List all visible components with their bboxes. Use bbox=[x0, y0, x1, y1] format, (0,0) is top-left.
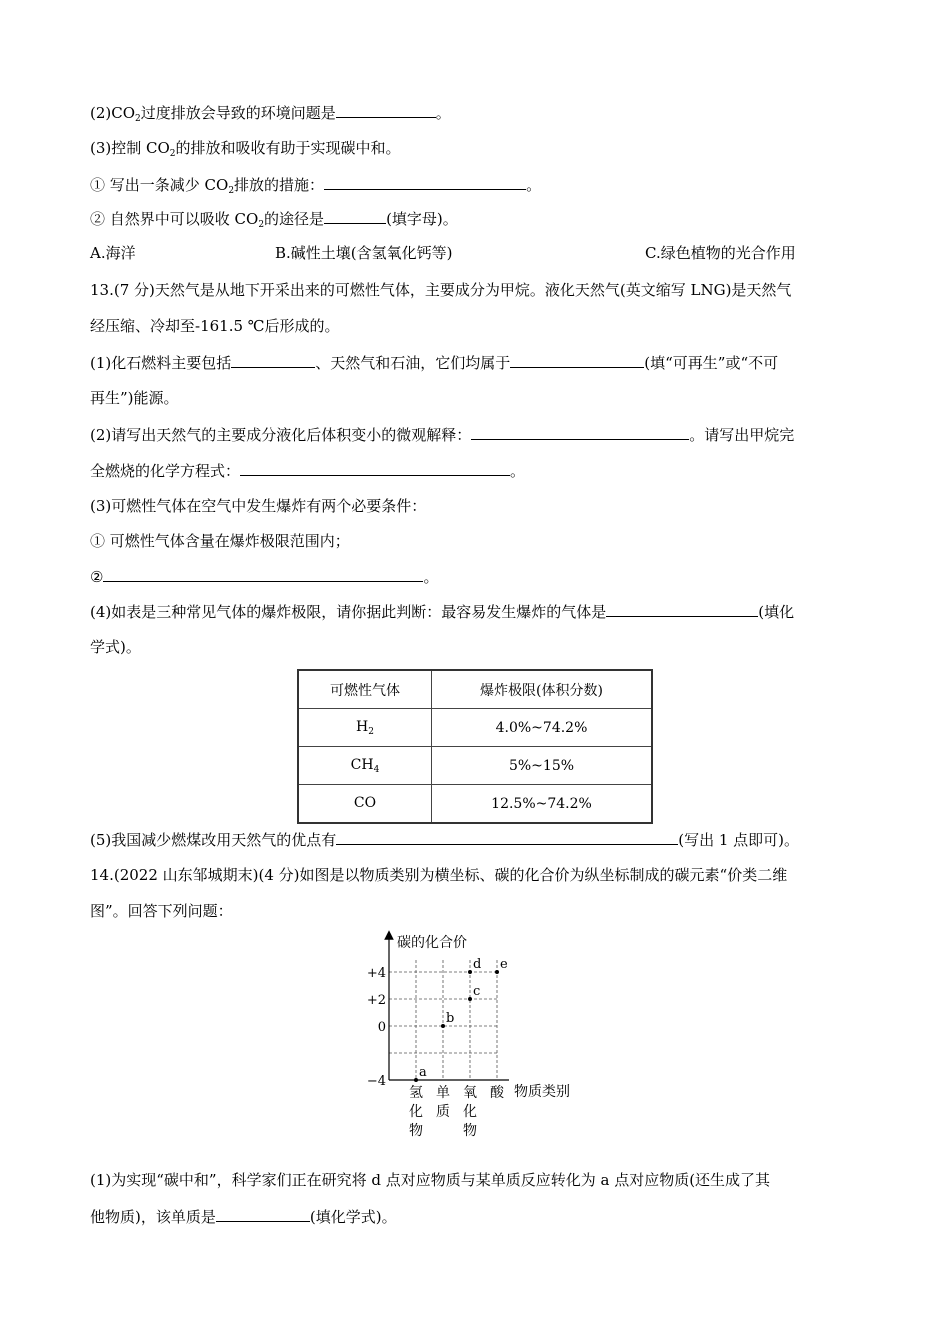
table-header: 可燃性气体 bbox=[298, 670, 432, 709]
text: 。请写出甲烷完 bbox=[689, 426, 795, 444]
chart-grid bbox=[389, 960, 499, 1080]
text: 。 bbox=[526, 176, 542, 194]
data-point-b bbox=[441, 1024, 445, 1028]
q13-intro-2: 经压缩、冷却至-161.5 ℃后形成的。 bbox=[90, 317, 340, 335]
x-category-label: 物 bbox=[409, 1123, 423, 1139]
x-axis-label: 物质类别 bbox=[514, 1084, 570, 1100]
table-header-row bbox=[298, 670, 652, 709]
text: 过度排放会导致的环境问题是 bbox=[140, 104, 336, 122]
text: (1)化石燃料主要包括 bbox=[90, 354, 232, 372]
x-category-label: 氢 bbox=[409, 1085, 423, 1101]
q12-part3-2 bbox=[90, 208, 458, 235]
q13-part4 bbox=[90, 601, 794, 622]
data-point-d bbox=[468, 970, 472, 974]
text: 排放的措施： bbox=[234, 176, 325, 194]
q14-part1: (1)为实现“碳中和”，科学家们正在研究将 d 点对应物质与某单质反应转化为 a 点对应物质(还生成了其 bbox=[90, 1171, 771, 1189]
q13-part3-2 bbox=[90, 566, 438, 587]
data-point-label: a bbox=[419, 1065, 427, 1080]
q13-part4-cont: 学式)。 bbox=[90, 638, 141, 656]
answer-blank[interactable] bbox=[324, 174, 526, 190]
text: 。 bbox=[423, 568, 439, 586]
text: ② bbox=[90, 568, 104, 586]
data-points bbox=[414, 957, 508, 1082]
text: (5)我国减少燃煤改用天然气的优点有 bbox=[90, 831, 337, 849]
answer-blank[interactable] bbox=[216, 1206, 310, 1222]
table-cell-limit: 5%~15% bbox=[432, 747, 653, 785]
table-row bbox=[298, 747, 652, 785]
data-point-a bbox=[414, 1078, 418, 1082]
y-tick-label: −4 bbox=[366, 1074, 386, 1089]
option-c: C.绿色植物的光合作用 bbox=[645, 244, 796, 262]
q14-intro-1: 14.(2022 山东邹城期末)(4 分)如图是以物质类别为横坐标、碳的化合价为纵坐标制成的碳元素“价类二维 bbox=[90, 866, 788, 884]
text: (4)如表是三种常见气体的爆炸极限，请你据此判断：最容易发生爆炸的气体是 bbox=[90, 603, 607, 621]
text: (填字母)。 bbox=[386, 210, 458, 228]
answer-blank[interactable] bbox=[336, 829, 678, 845]
subscript: 2 bbox=[169, 149, 176, 159]
text: (填“可再生”或“不可 bbox=[644, 354, 779, 372]
table-cell-limit: 12.5%~74.2% bbox=[432, 785, 653, 824]
answer-blank[interactable] bbox=[606, 601, 758, 617]
x-category-label: 质 bbox=[436, 1104, 450, 1120]
answer-blank[interactable] bbox=[336, 102, 436, 118]
text: (2)请写出天然气的主要成分液化后体积变小的微观解释： bbox=[90, 426, 472, 444]
data-point-label: d bbox=[473, 957, 482, 972]
x-category-label: 氧 bbox=[463, 1085, 477, 1101]
x-category-label: 化 bbox=[409, 1104, 423, 1120]
text: (写出 1 点即可)。 bbox=[678, 831, 800, 849]
data-point-label: e bbox=[500, 957, 508, 972]
q12-part3-1 bbox=[90, 174, 541, 201]
text: (填化 bbox=[758, 603, 795, 621]
q13-part1-cont: 再生”)能源。 bbox=[90, 389, 179, 407]
explosion-limit-table bbox=[297, 669, 653, 824]
q12-part2 bbox=[90, 102, 451, 129]
data-point-label: b bbox=[446, 1011, 455, 1026]
y-tick-label: +2 bbox=[366, 993, 386, 1008]
option-a: A.海洋 bbox=[90, 244, 136, 262]
q13-intro-1: 13.(7 分)天然气是从地下开采出来的可燃性气体，主要成分为甲烷。液化天然气(英文缩写 LNG)是天然气 bbox=[90, 281, 792, 299]
text: 、天然气和石油，它们均属于 bbox=[315, 354, 511, 372]
q14-part1-cont bbox=[90, 1206, 397, 1227]
q13-part5 bbox=[90, 829, 799, 850]
q12-part3 bbox=[90, 138, 401, 164]
table-cell-gas: $H_2$ bbox=[298, 709, 432, 747]
table-row bbox=[298, 709, 652, 747]
q13-part3-1: ① 可燃性气体含量在爆炸极限范围内； bbox=[90, 532, 350, 550]
text: (3)控制 CO bbox=[90, 139, 170, 157]
subscript: 2 bbox=[135, 114, 141, 124]
data-point-e bbox=[495, 970, 499, 974]
y-axis-label: 碳的化合价 bbox=[397, 935, 467, 951]
subscript: 2 bbox=[228, 186, 235, 196]
text: (填化学式)。 bbox=[309, 1208, 397, 1226]
x-category-label: 化 bbox=[463, 1104, 477, 1120]
answer-blank[interactable] bbox=[231, 352, 315, 368]
q14-intro-2: 图”。回答下列问题： bbox=[90, 902, 233, 920]
y-tick-label: 0 bbox=[377, 1020, 386, 1035]
answer-blank[interactable] bbox=[510, 352, 644, 368]
answer-blank[interactable] bbox=[471, 424, 689, 440]
q13-part3: (3)可燃性气体在空气中发生爆炸有两个必要条件： bbox=[90, 497, 427, 515]
x-category-label: 物 bbox=[463, 1123, 477, 1139]
answer-blank[interactable] bbox=[103, 566, 423, 582]
text: ① 写出一条减少 CO bbox=[90, 176, 229, 194]
y-tick-labels bbox=[367, 966, 386, 1089]
q13-part2 bbox=[90, 424, 794, 445]
text: 的排放和吸收有助于实现碳中和。 bbox=[175, 139, 401, 157]
option-b: B.碱性土壤(含氢氧化钙等) bbox=[275, 244, 453, 262]
table-cell-gas: $CH_4$ bbox=[298, 747, 432, 785]
q13-part1 bbox=[90, 352, 778, 373]
x-category-label: 单 bbox=[436, 1085, 450, 1101]
text: 。 bbox=[435, 104, 451, 122]
q13-part2-cont bbox=[90, 460, 525, 481]
subscript: 2 bbox=[258, 220, 265, 230]
text: 。 bbox=[510, 462, 526, 480]
text: 他物质)，该单质是 bbox=[90, 1208, 216, 1226]
text: (2)CO bbox=[90, 104, 136, 122]
text: 的途径是 bbox=[264, 210, 325, 228]
answer-blank[interactable] bbox=[240, 460, 510, 476]
table-cell-limit: 4.0%~74.2% bbox=[432, 709, 653, 747]
data-point-c bbox=[468, 997, 472, 1001]
x-category-label: 酸 bbox=[490, 1085, 504, 1101]
y-tick-label: +4 bbox=[366, 966, 386, 981]
data-point-label: c bbox=[473, 984, 481, 999]
valence-category-chart bbox=[364, 930, 594, 1140]
text: 全燃烧的化学方程式： bbox=[90, 462, 241, 480]
table-row bbox=[298, 785, 652, 824]
text: ② 自然界中可以吸收 CO bbox=[90, 210, 259, 228]
table-header: 爆炸极限(体积分数) bbox=[432, 670, 653, 709]
answer-blank[interactable] bbox=[324, 208, 386, 224]
x-category-labels bbox=[409, 1085, 505, 1139]
table-cell-gas: CO bbox=[298, 785, 432, 824]
